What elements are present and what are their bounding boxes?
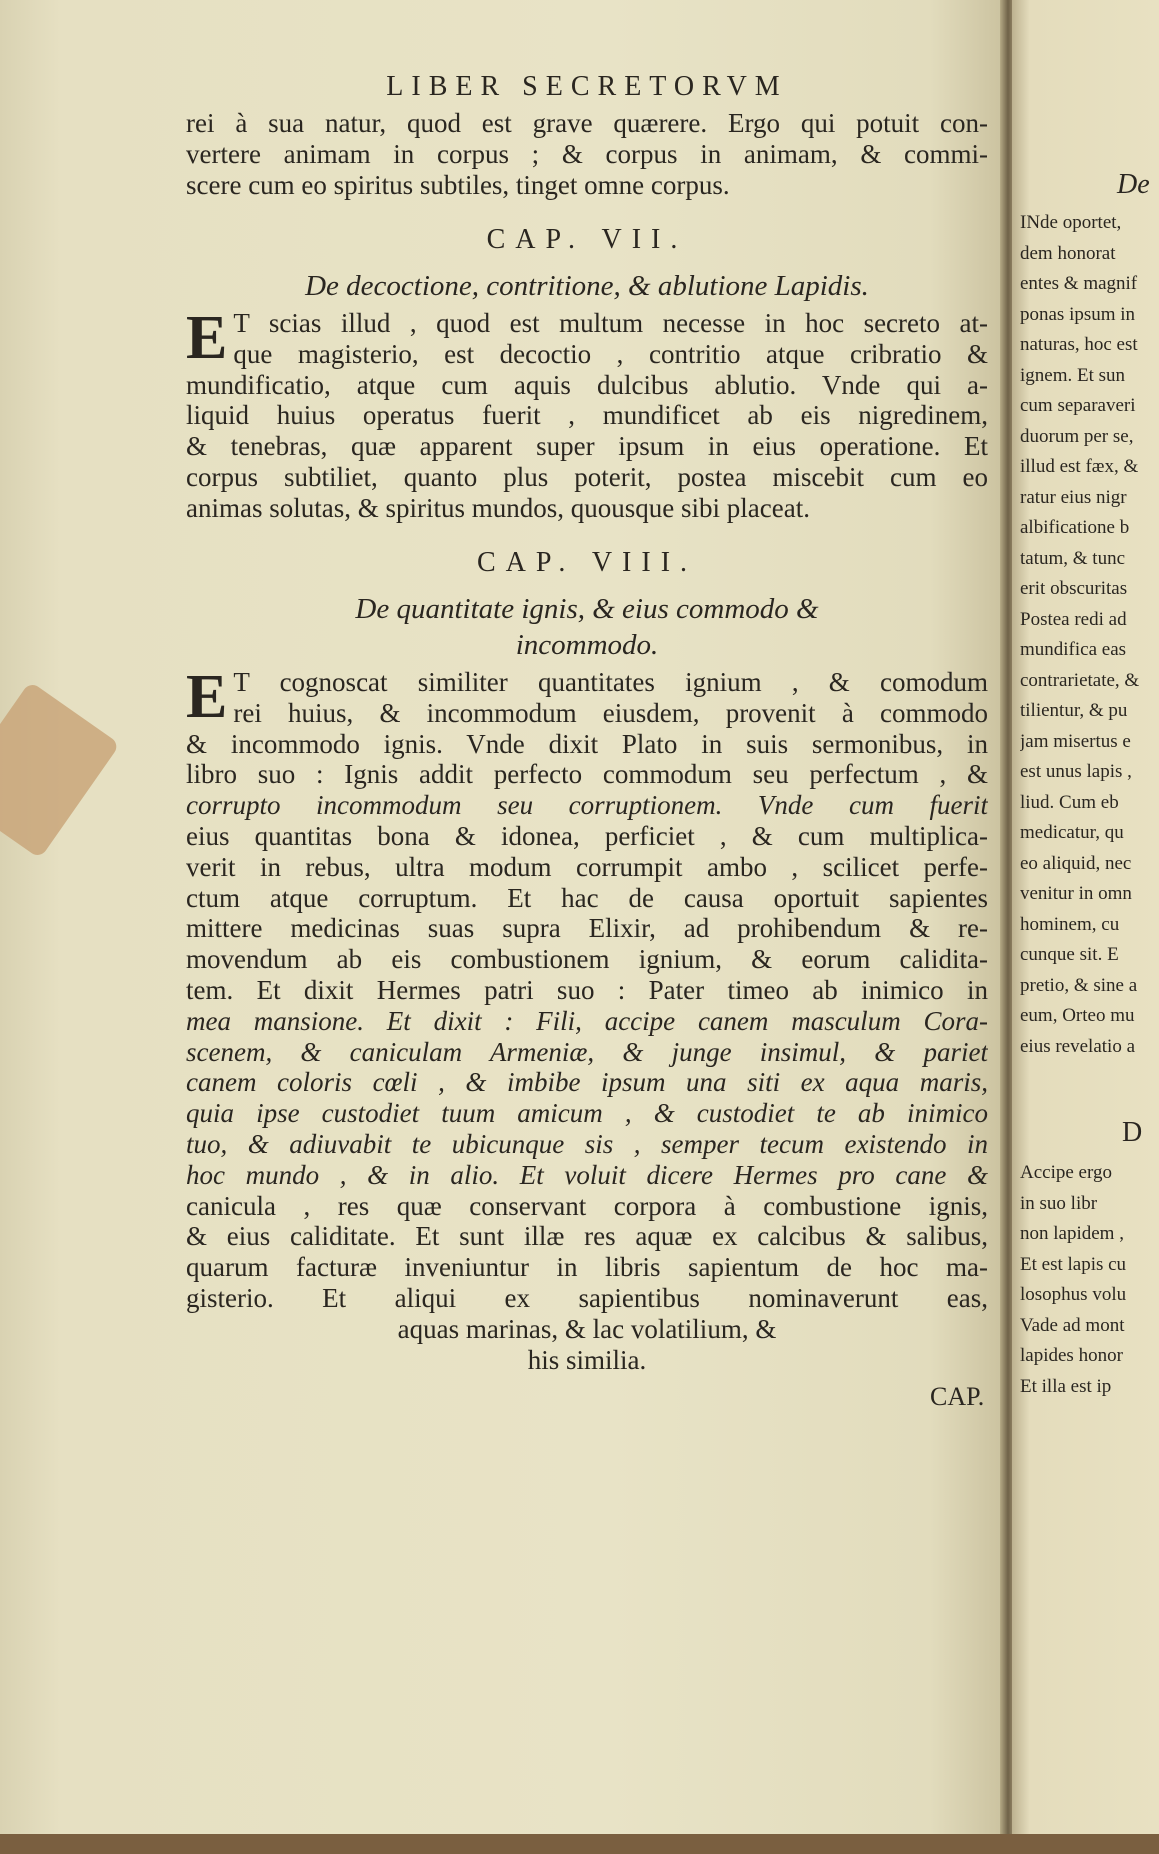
text-line: rei à sua natur, quod est grave quærere. Ergo qui potuit con- xyxy=(186,108,988,138)
text-line: mea mansione. Et dixit : Fili, accipe canem masculum Cora- xyxy=(186,1005,988,1036)
text-line: & tenebras, quæ apparent super ipsum in eius operatione. Et xyxy=(186,431,988,462)
text-line: verit in rebus, ultra modum corrumpit ambo , scilicet perfe- xyxy=(186,851,988,882)
text-line: corrupto incommodum seu corruptionem. Vnde cum fuerit xyxy=(186,790,988,821)
text-line: eo aliquid, nec xyxy=(1020,852,1132,874)
text-line: his similia. xyxy=(527,1344,647,1375)
text-line: vertere animam in corpus ; & corpus in animam, & commi- xyxy=(186,138,988,169)
text-line: hoc mundo , & in alio. Et voluit dicere Hermes pro cane & xyxy=(186,1159,988,1190)
text-line: canem coloris cœli , & imbibe ipsum una siti ex aqua maris, xyxy=(186,1067,988,1098)
chapter-heading: CAP. VII. xyxy=(486,224,688,255)
text-line: & incommodo ignis. Vnde dixit Plato in suis sermonibus, in xyxy=(186,728,988,759)
text-line: entes & magnif xyxy=(1020,273,1138,294)
text-line: eius quantitas bona & idonea, perficiet , & cum multiplica- xyxy=(186,820,988,851)
text-line: albificatione b xyxy=(1020,517,1130,538)
text-line: tatum, & tunc xyxy=(1020,547,1126,569)
text-line: aquas marinas, & lac volatilium, & xyxy=(397,1313,777,1344)
text-line: ctum atque corruptum. Et hac de causa oportuit sapientes xyxy=(186,882,988,913)
chapter-paragraph xyxy=(186,304,988,524)
text-line: contrarietate, & xyxy=(1020,669,1140,691)
drop-initial: E xyxy=(186,304,228,372)
text-line: venitur in omn xyxy=(1020,883,1132,904)
text-line: corpus subtiliet, quanto plus poterit, postea miscebit cum eo xyxy=(186,461,988,492)
page-bottom-edge xyxy=(0,1834,1159,1854)
text-line: ponas ipsum in xyxy=(1020,303,1136,325)
text-line: Postea redi ad xyxy=(1020,608,1127,630)
right-heading: D xyxy=(1122,1117,1143,1148)
text-line: Et illa est ip xyxy=(1020,1375,1112,1397)
text-line: Et est lapis cu xyxy=(1020,1253,1127,1275)
text-line: liquid huius operatus fuerit , mundificet ab eis nigredinem, xyxy=(186,400,988,431)
text-line: Vade ad mont xyxy=(1020,1314,1125,1336)
text-line: pretio, & sine a xyxy=(1020,974,1138,996)
chapter-title: De quantitate ignis, & eius commodo & xyxy=(355,593,819,625)
text-line: eius revelatio a xyxy=(1020,1035,1136,1057)
catchword: CAP. xyxy=(930,1382,985,1411)
text-line: scere cum eo spiritus subtiles, tinget omne corpus. xyxy=(186,169,730,200)
chapter-paragraph xyxy=(186,663,988,1375)
text-line: dem honorat xyxy=(1020,242,1116,264)
text-line: rei huius, & incommodum eiusdem, provenit à commodo xyxy=(233,697,988,728)
text-line: que magisterio, est decoctio , contritio atque cribratio & xyxy=(233,338,988,369)
text-line: tuo, & adiuvabit te ubicunque sis , semper tecum existendo in xyxy=(186,1128,988,1159)
running-head: LIBER SECRETORVM xyxy=(386,71,788,102)
text-line: Accipe ergo xyxy=(1020,1162,1112,1183)
text-line: mundifica eas xyxy=(1020,639,1127,660)
text-line: medicatur, qu xyxy=(1020,822,1124,843)
text-line: naturas, hoc est xyxy=(1020,334,1138,355)
text-line: cunque sit. E xyxy=(1020,944,1119,965)
text-line: hominem, cu xyxy=(1020,913,1120,935)
drop-initial: E xyxy=(186,663,228,731)
text-line: erit obscuritas xyxy=(1020,578,1128,599)
text-line: quarum facturæ inveniuntur in libris sapientum de hoc ma- xyxy=(186,1252,988,1283)
chapter-title: De decoctione, contritione, & ablutione Lapidis. xyxy=(305,270,869,302)
text-line: non lapidem , xyxy=(1020,1223,1124,1244)
text-line: libro suo : Ignis addit perfecto commodum seu perfectum , & xyxy=(186,759,988,790)
text-line: INde oportet, xyxy=(1020,212,1122,233)
text-line: movendum ab eis combustionem ignium, & eorum calidita- xyxy=(186,944,988,975)
text-line: scenem, & caniculam Armeniæ, & junge insimul, & pariet xyxy=(186,1036,988,1067)
text-line: est unus lapis , xyxy=(1020,761,1132,782)
text-line: cum separaveri xyxy=(1020,395,1136,416)
right-page xyxy=(1012,0,1159,1854)
text-line: mundificatio, atque cum aquis dulcibus ablutio. Vnde qui a- xyxy=(186,369,988,400)
text-line: & eius caliditate. Et sunt illæ res aquæ ex calcibus & salibus, xyxy=(186,1221,988,1252)
text-line: in suo libr xyxy=(1020,1192,1098,1214)
text-line: jam misertus e xyxy=(1020,730,1131,752)
text-line: tem. Et dixit Hermes patri suo : Pater timeo ab inimico in xyxy=(186,974,988,1005)
text-line: canicula , res quæ conservant corpora à combustione ignis, xyxy=(186,1190,988,1221)
text-line: gisterio. Et aliqui ex sapientibus nominaverunt eas, xyxy=(186,1282,988,1313)
text-line: mittere medicinas suas supra Elixir, ad prohibendum & re- xyxy=(186,913,988,944)
text-line: quia ipse custodiet tuum amicum , & custodiet te ab inimico xyxy=(186,1098,988,1129)
text-line: T cognoscat similiter quantitates ignium , & comodum xyxy=(233,667,988,697)
text-line: ignem. Et sun xyxy=(1020,364,1126,386)
text-line: losophus volu xyxy=(1020,1284,1127,1305)
text-line: lapides honor xyxy=(1020,1345,1123,1366)
text-line: illud est fæx, & xyxy=(1020,456,1139,477)
text-line: T scias illud , quod est multum necesse in hoc secreto at- xyxy=(233,308,988,338)
continued-text xyxy=(186,108,988,200)
text-line: ratur eius nigr xyxy=(1020,486,1127,508)
text-line: eum, Orteo mu xyxy=(1020,1005,1135,1026)
right-heading: De xyxy=(1117,169,1150,200)
text-line: duorum per se, xyxy=(1020,425,1134,447)
text-line: animas solutas, & spiritus mundos, quousque sibi placeat. xyxy=(186,492,810,523)
text-line: liud. Cum eb xyxy=(1020,791,1119,813)
text-line: tilientur, & pu xyxy=(1020,700,1128,721)
chapter-title: incommodo. xyxy=(515,629,659,661)
chapter-heading: CAP. VIII. xyxy=(476,547,698,578)
